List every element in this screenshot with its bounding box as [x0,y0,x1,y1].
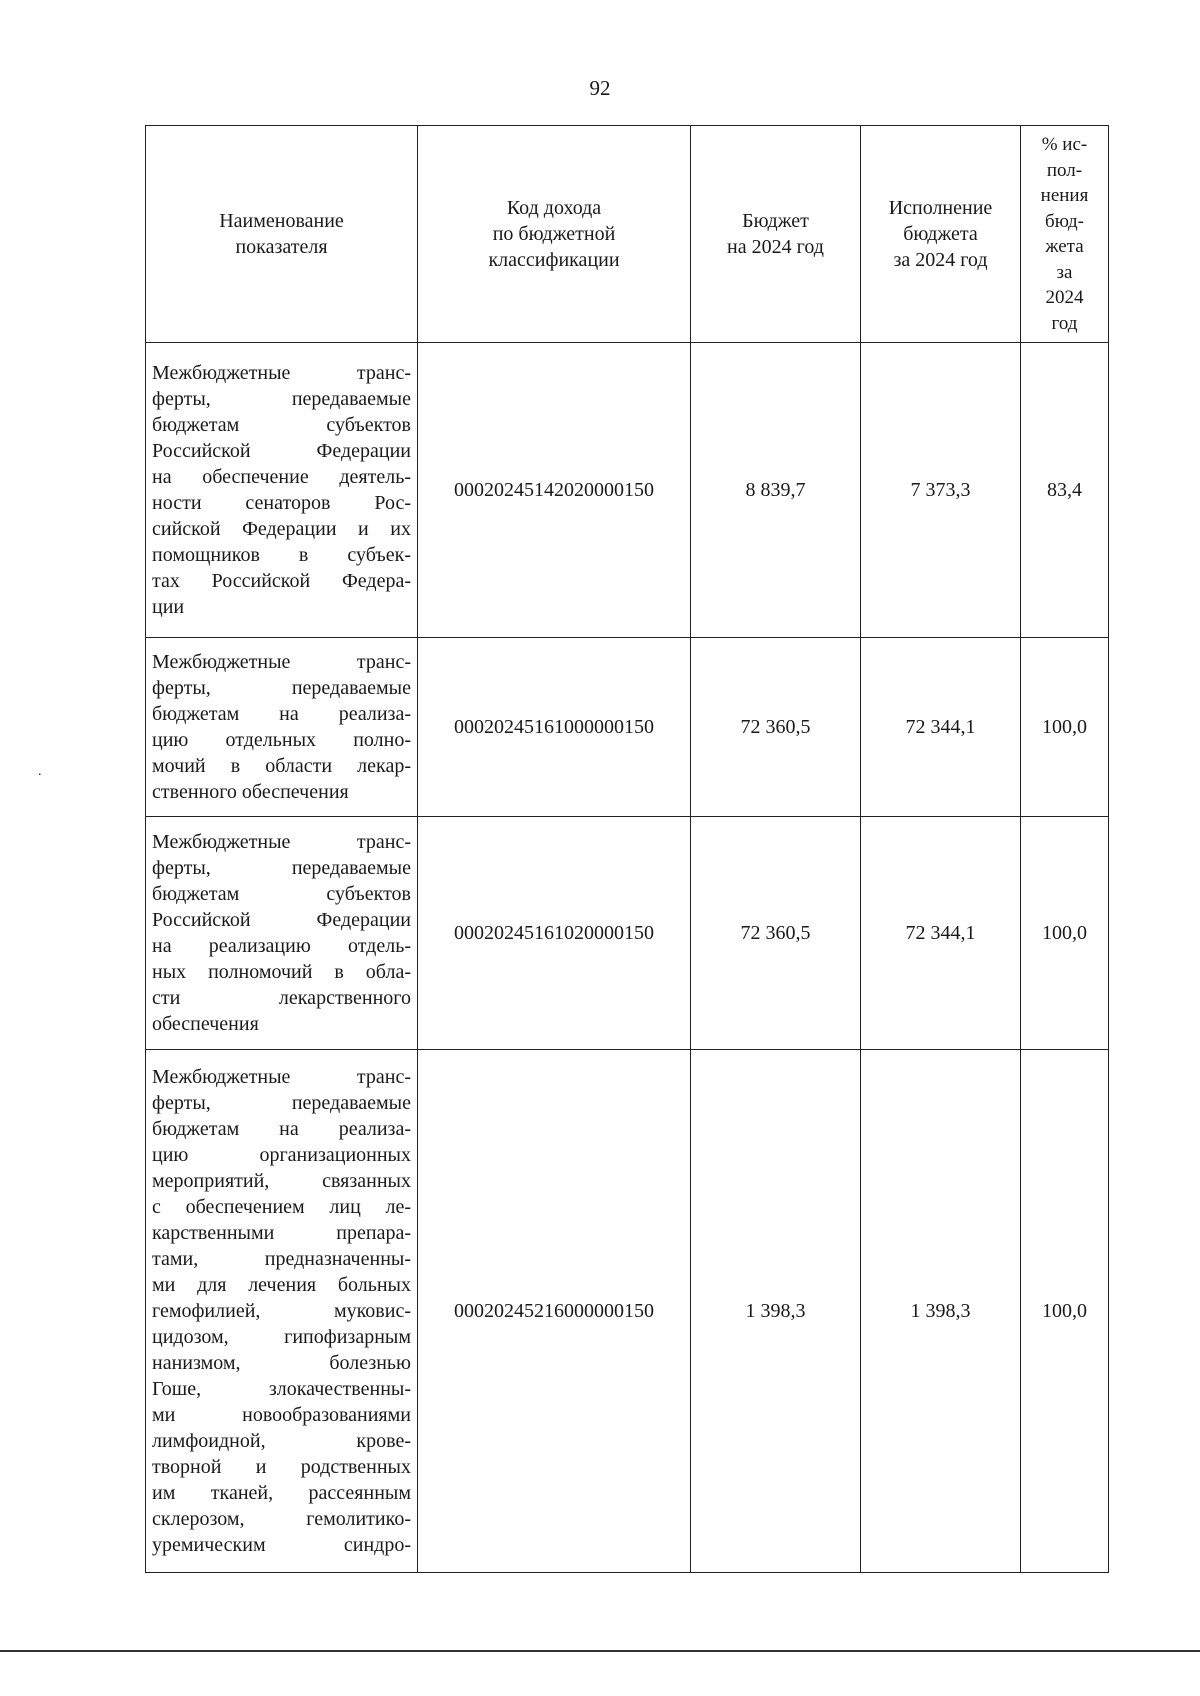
budget-execution-table [145,125,1109,1573]
footer-rule [0,1650,1200,1652]
name-line: цию организационных [152,1144,411,1166]
header-budget-line: Бюджет [742,210,809,232]
row-percent: 100,0 [1021,638,1109,817]
name-line: Российской Федерации [152,909,411,931]
header-code-line: по бюджетной [492,223,616,245]
header-execution-line: Исполнение [888,197,993,219]
page-number: 92 [589,76,611,100]
name-line: склерозом, гемолитико- [152,1508,411,1530]
row-code: 00020245216000000150 [418,1050,691,1573]
row-execution: 72 344,1 [861,638,1021,817]
header-execution [861,126,1021,343]
header-name-line: показателя [235,236,328,258]
name-line: гемофилией, муковис- [152,1300,411,1322]
name-line: тами, предназначенны- [152,1248,411,1270]
row-name-cell [146,817,418,1050]
header-percent-line: % ис- [1041,134,1088,155]
name-line: цидозом, гипофизарным [152,1326,411,1348]
name-line: бюджетам субъектов [152,414,411,436]
name-line: ферты, передаваемые [152,388,411,410]
row-budget: 72 360,5 [691,638,861,817]
name-line: Межбюджетные транс- [152,362,411,384]
name-line: ности сенаторов Рос- [152,492,411,514]
table-row [146,1050,1109,1573]
name-line: Межбюджетные транс- [152,1066,411,1088]
header-budget [691,126,861,343]
header-code-line: Код дохода [506,197,602,219]
name-line: ферты, передаваемые [152,677,411,699]
table-row [146,817,1109,1050]
header-percent-line: за [1056,261,1073,283]
name-line: ственного обеспечения [152,781,349,803]
name-line: бюджетам на реализа- [152,703,411,725]
name-line: ми новообразованиями [152,1404,411,1426]
row-code: 00020245161020000150 [418,817,691,1050]
name-line: карственными препара- [152,1222,411,1244]
header-percent-line: год [1051,312,1078,334]
name-line: нанизмом, болезнью [152,1352,411,1374]
scan-speck: . [38,764,42,779]
table-row [146,343,1109,638]
header-execution-line: за 2024 год [893,249,988,271]
name-line: на обеспечение деятель- [152,466,411,488]
name-line: цию отдельных полно- [152,729,411,751]
row-percent: 100,0 [1021,817,1109,1050]
row-budget: 8 839,7 [691,343,861,638]
name-line: сийской Федерации и их [152,518,411,540]
row-budget: 1 398,3 [691,1050,861,1573]
name-line: бюджетам субъектов [152,883,411,905]
name-line: мочий в области лекар- [152,755,411,777]
name-line: им тканей, рассеянным [152,1482,411,1504]
name-line: сти лекарственного [152,987,411,1009]
row-percent: 83,4 [1021,343,1109,638]
row-percent: 100,0 [1021,1050,1109,1573]
header-budget-line: на 2024 год [727,236,824,258]
header-percent [1021,126,1109,343]
row-name-cell [146,343,418,638]
row-code: 00020245142020000150 [418,343,691,638]
name-line: на реализацию отдель- [152,935,411,957]
header-percent-line: 2024 [1045,287,1084,308]
table-row [146,638,1109,817]
name-line: Межбюджетные транс- [152,831,411,853]
name-line: ных полномочий в обла- [152,961,411,983]
name-line: Межбюджетные транс- [152,651,411,673]
row-name-cell [146,638,418,817]
name-line: обеспечения [152,1013,259,1035]
row-execution: 7 373,3 [861,343,1021,638]
header-percent-line: жета [1045,236,1084,257]
name-line: тах Российской Федера- [152,570,411,592]
row-execution: 72 344,1 [861,817,1021,1050]
header-code [418,126,691,343]
header-percent-line: нения [1040,185,1089,206]
header-name-line: Наименование [219,210,344,232]
name-line: мероприятий, связанных [152,1170,411,1192]
header-percent-line: пол- [1046,159,1083,181]
header-execution-line: бюджета [903,223,978,245]
name-line: лимфоидной, крове- [152,1430,411,1452]
name-line: Российской Федерации [152,440,411,462]
name-line: ции [152,596,185,618]
name-line: ферты, передаваемые [152,857,411,879]
name-line: ми для лечения больных [152,1274,411,1296]
name-line: уремическим синдро- [152,1534,411,1556]
name-line: помощников в субъек- [152,544,411,566]
row-execution: 1 398,3 [861,1050,1021,1573]
table-header-row [146,126,1109,343]
name-line: творной и родственных [152,1456,411,1478]
name-line: ферты, передаваемые [152,1092,411,1114]
row-name-cell [146,1050,418,1573]
name-line: бюджетам на реализа- [152,1118,411,1140]
header-code-line: классификации [488,249,620,271]
name-line: Гоше, злокачественны- [152,1378,411,1400]
header-percent-line: бюд- [1045,210,1084,232]
header-name [146,126,418,343]
row-budget: 72 360,5 [691,817,861,1050]
name-line: с обеспечением лиц ле- [152,1196,411,1218]
row-code: 00020245161000000150 [418,638,691,817]
